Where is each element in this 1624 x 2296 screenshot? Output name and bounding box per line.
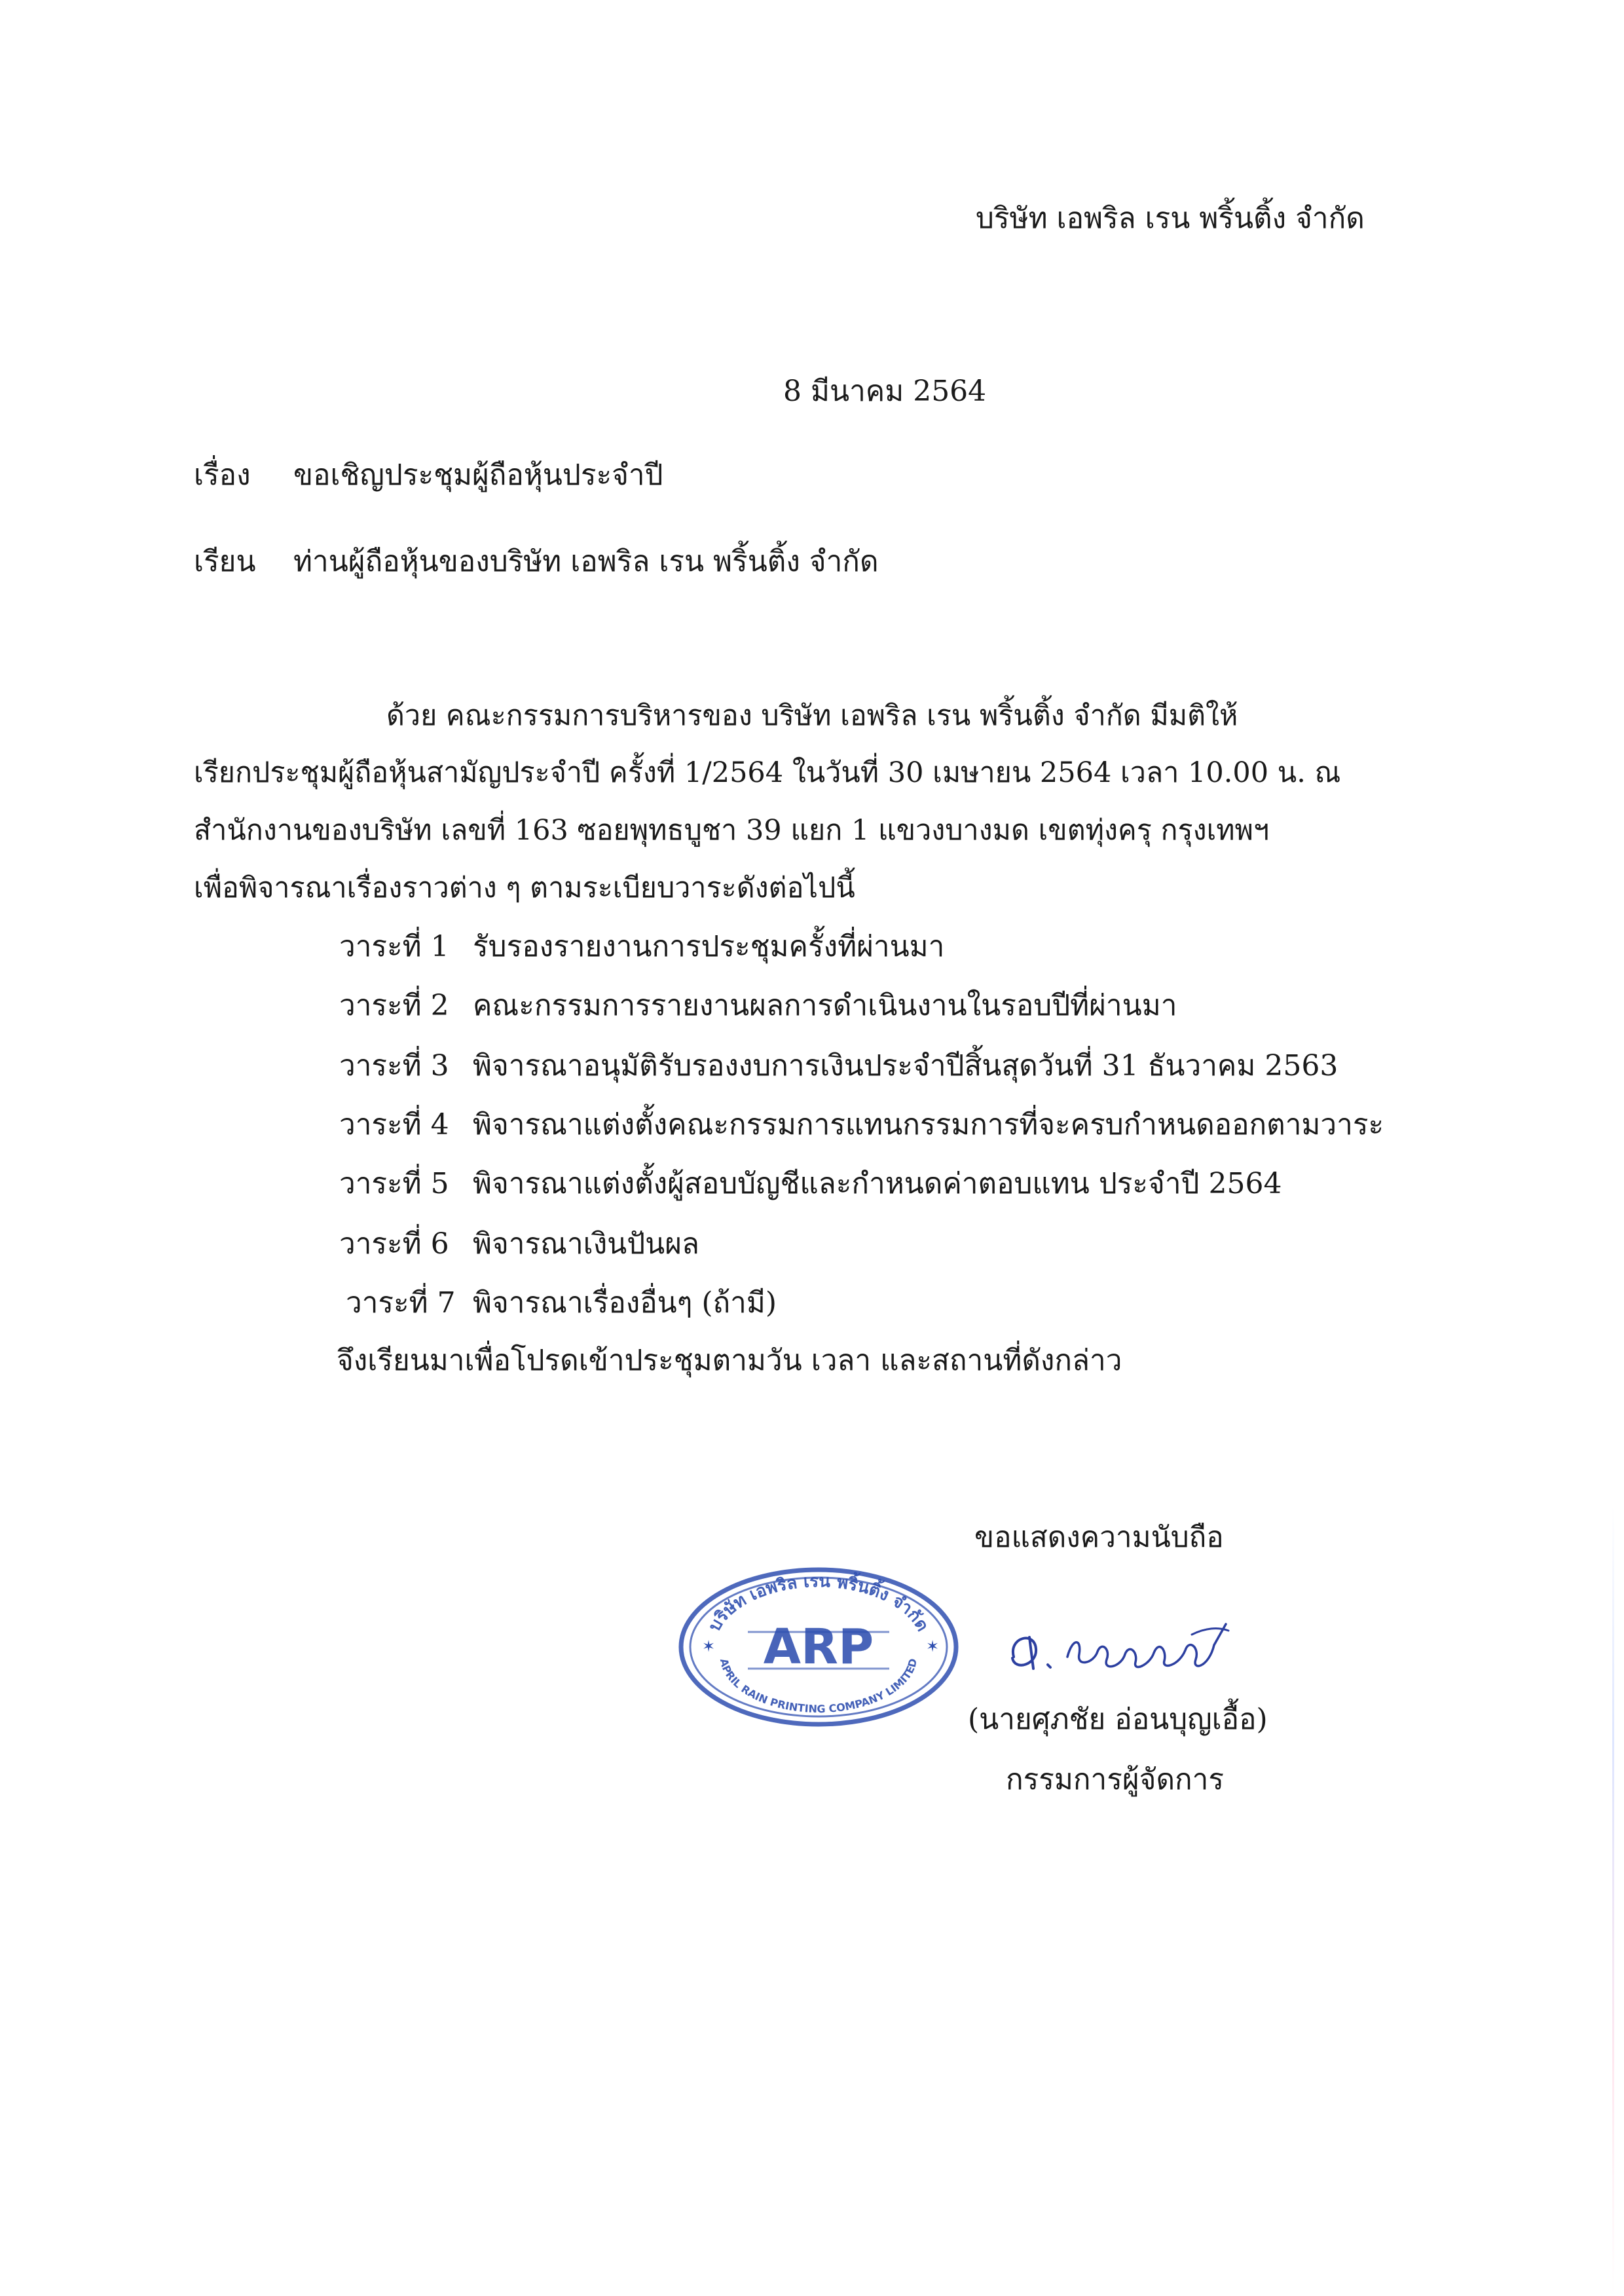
body-line: เรียกประชุมผู้ถือหุ้นสามัญประจำปี ครั้งที่ 1/2564 ในวันที่ 30 เมษายน 2564 เวลา 10.00 น. ณ [194,756,1341,789]
agenda-number: วาระที่ 2 [339,989,449,1022]
stamp-thai-name: บริษัท เอพริล เรน พริ้นติ้ง จำกัด [705,1571,932,1635]
recipient-label: เรียน [194,545,256,578]
agenda-number: วาระที่ 3 [339,1049,449,1083]
agenda-number: วาระที่ 6 [339,1227,449,1261]
regards: ขอแสดงความนับถือ [974,1521,1224,1554]
agenda-item: พิจารณาเรื่องอื่นๆ (ถ้ามี) [473,1286,777,1320]
agenda-number: วาระที่ 1 [339,930,449,963]
stamp-english-name: APRIL RAIN PRINTING COMPANY LIMITED [717,1657,920,1716]
closing-line: จึงเรียนมาเพื่อโปรดเข้าประชุมตามวัน เวลา และสถานที่ดังกล่าว [337,1344,1122,1377]
company-header: บริษัท เอพริล เรน พริ้นติ้ง จำกัด [976,202,1365,235]
agenda-number: วาระที่ 5 [339,1167,449,1200]
agenda-item: พิจารณาแต่งตั้งคณะกรรมการแทนกรรมการที่จะครบกำหนดออกตามวาระ [473,1108,1384,1141]
svg-text:✶: ✶ [702,1637,716,1656]
agenda-item: พิจารณาแต่งตั้งผู้สอบบัญชีและกำหนดค่าตอบแทน ประจำปี 2564 [473,1167,1282,1200]
agenda-number: วาระที่ 4 [339,1108,449,1141]
company-stamp [674,1565,963,1729]
svg-text:✶: ✶ [926,1637,940,1656]
agenda-item: รับรองรายงานการประชุมครั้งที่ผ่านมา [473,930,945,963]
signer-position: กรรมการผู้จัดการ [1006,1763,1225,1796]
body-line: ด้วย คณะกรรมการบริหารของ บริษัท เอพริล เรน พริ้นติ้ง จำกัด มีมติให้ [386,699,1238,732]
stamp-logo: ARP [763,1619,874,1675]
agenda-item: พิจารณาอนุมัติรับรองงบการเงินประจำปีสิ้นสุดวันที่ 31 ธันวาคม 2563 [473,1049,1338,1083]
subject-label: เรื่อง [194,458,251,492]
agenda-item: พิจารณาเงินปันผล [473,1227,700,1261]
agenda-number: วาระที่ 7 [346,1286,456,1320]
signer-name: (นายศุภชัย อ่อนบุญเอื้อ) [968,1703,1268,1736]
agenda-item: คณะกรรมการรายงานผลการดำเนินงานในรอบปีที่ผ่านมา [473,989,1177,1022]
recipient-text: ท่านผู้ถือหุ้นของบริษัท เอพริล เรน พริ้นติ้ง จำกัด [293,545,879,578]
body-line: สำนักงานของบริษัท เลขที่ 163 ซอยพุทธบูชา 39 แยก 1 แขวงบางมด เขตทุ่งครุ กรุงเทพฯ [194,814,1270,847]
subject-text: ขอเชิญประชุมผู้ถือหุ้นประจำปี [293,458,663,492]
handwritten-signature [995,1611,1244,1683]
letter-date: 8 มีนาคม 2564 [783,375,987,408]
body-line: เพื่อพิจารณาเรื่องราวต่าง ๆ ตามระเบียบวาระดังต่อไปนี้ [194,872,855,904]
scan-edge-artifact [1612,1506,1614,2296]
